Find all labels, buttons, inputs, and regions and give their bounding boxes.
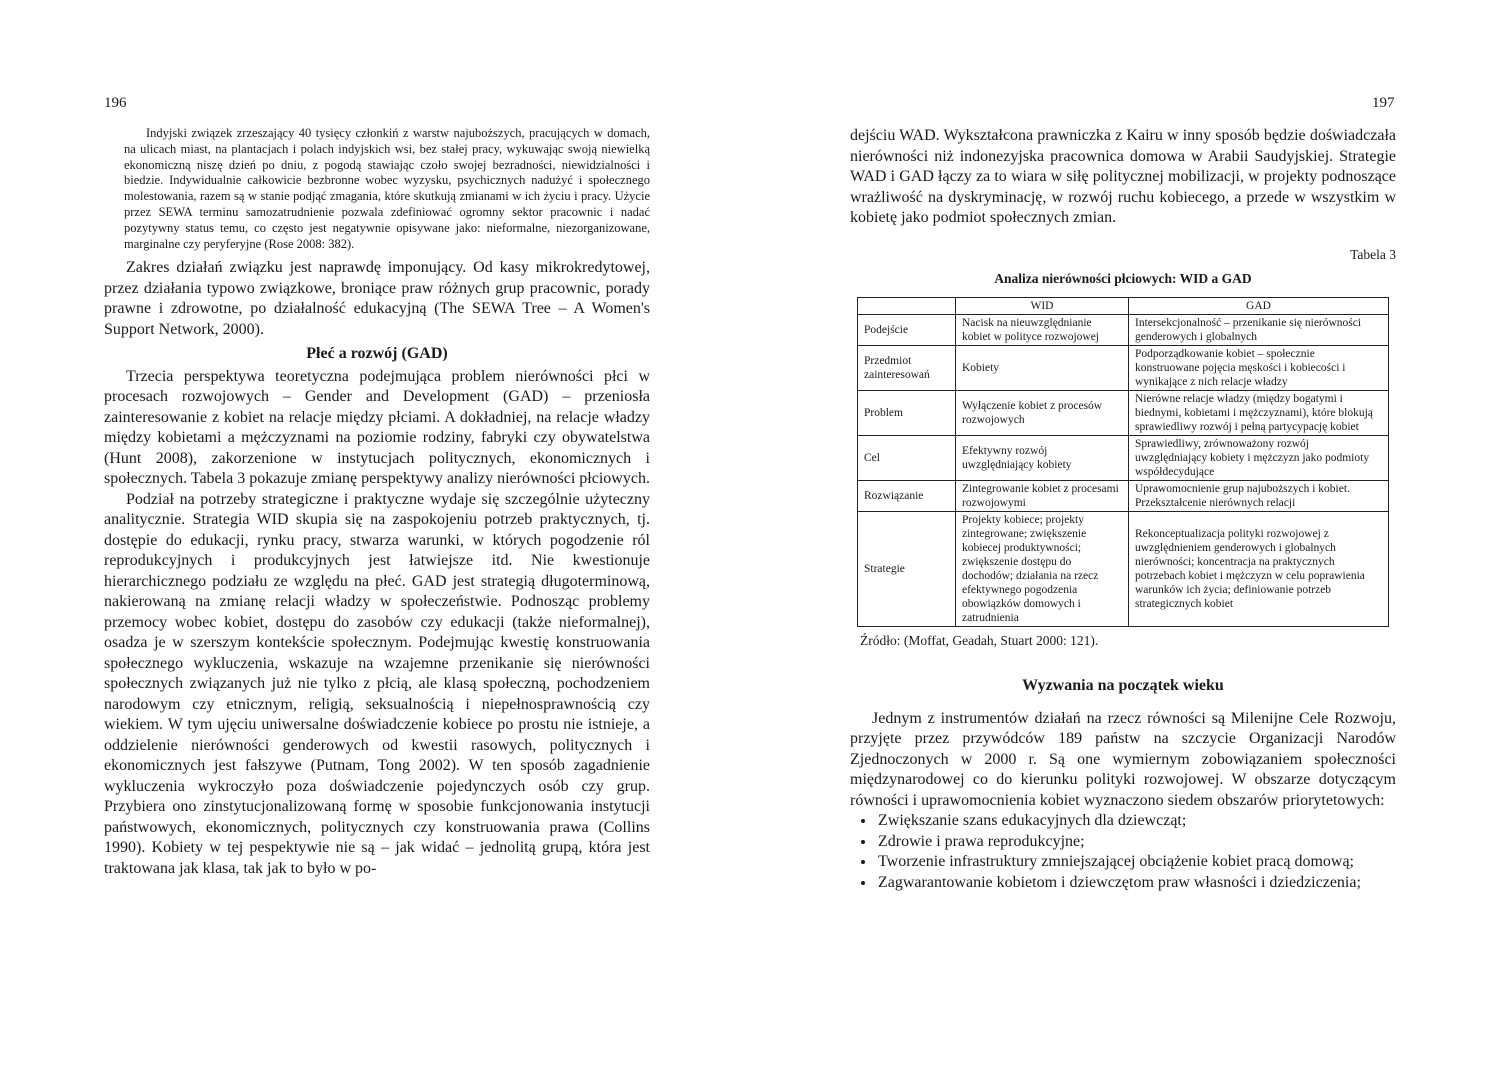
paragraph: dejściu WAD. Wykształcona prawniczka z Kairu w inny sposób będzie doświadczała nierówności niż indonezyjska pracownica domowa w Arabii Saudyjskiej. Strategie WAD i GAD łączy za to wiara w siłę politycznej mobilizacji, w projekty podnoszące wrażliwość na dyskryminację, w rozwój ruchu kobiecego, a przede w wszystkim w kobietę jako podmiot społecznych zmian.	[850, 127, 1396, 226]
table-row	[858, 390, 1389, 435]
list-item: • Zdrowie i prawa reprodukcyjne;	[876, 832, 1396, 853]
section-heading: Płeć a rozwój (GAD)	[306, 345, 448, 363]
table-cell: Rozwiązanie	[858, 480, 956, 511]
paragraph: Jednym z instrumentów działań na rzecz równości są Milenijne Cele Rozwoju, przyjęte przez przywódców 189 państw na szczycie Organizacji Narodów Zjednoczonych w 2000 r. Są one wymiernym zobowiązaniem społeczności międzynarodowej co do kierunku polityki rozwojowej. W obszarze dotyczącym równości i uprawomocnienia kobiet wyznaczono siedem obszarów priorytetowych:	[850, 709, 1396, 809]
table-row	[858, 345, 1389, 390]
comparison-table	[857, 297, 1389, 627]
table-cell: Intersekcjonalność – przenikanie się nierówności genderowych i globalnych	[1129, 314, 1389, 345]
table-source: Źródło: (Moffat, Geadah, Stuart 2000: 121).	[860, 632, 1099, 648]
list-item: • Zagwarantowanie kobietom i dziewczętom praw własności i dziedziczenia;	[876, 873, 1396, 894]
table-header: WID	[956, 297, 1129, 314]
table-cell: Sprawiedliwy, zrównoważony rozwój uwzględniający kobiety i mężczyzn jako podmioty współdecydujące	[1129, 435, 1389, 480]
table-header: GAD	[1129, 297, 1389, 314]
table-cell: Wyłączenie kobiet z procesów rozwojowych	[956, 390, 1129, 435]
table-row	[858, 480, 1389, 511]
right-page	[850, 126, 1396, 893]
table-cell: Efektywny rozwój uwzględniający kobiety	[956, 435, 1129, 480]
table-row	[858, 435, 1389, 480]
table-cell: Podejście	[858, 314, 956, 345]
table-header	[858, 297, 956, 314]
table-cell: Rekonceptualizacja polityki rozwojowej z uwzględnieniem genderowych i globalnych nierówności; koncentracja na praktycznych potrzebach kobiet i mężczyzn w celu poprawienia warunków ich życia; definiowanie potrzeb strategicznych kobiet	[1129, 511, 1389, 626]
table-cell: Projekty kobiece; projekty zintegrowane; zwiększenie kobiecej produktywności; zwiększenie dostępu do dochodów; działania na rzecz efektywnego pogodzenia obowiązków domowych i zatrudnienia	[956, 511, 1129, 626]
page-number-left: 196	[104, 95, 127, 111]
block-quote: Indyjski związek zrzeszający 40 tysięcy członkiń z warstw najuboższych, pracujących w domach, na ulicach miast, na plantacjach i polach indyjskich wsi, bez stałej pracy, wykuwając swoją niewielką ekonomiczną niszę dzień po dniu, z pogodą stawiając czoło swojej bezradności, niewidzialności i biedzie. Indywidualnie całkowicie bezbronne wobec wyzysku, psychicznych nadużyć i społecznego molestowania, razem są w stanie podjąć zmagania, które skutkują zmianami w ich życiu i pracy. Użycie przez SEWA terminu samozatrudnienie pozwala zdefiniować ogromny sektor pracownic i nadać pozytywny status temu, co często jest negatywnie opisywane jako: nieformalne, niezorganizowane, marginalne czy peryferyjne (Rose 2008: 382).	[124, 126, 650, 251]
table-cell: Kobiety	[956, 345, 1129, 390]
table-cell: Podporządkowanie kobiet – społecznie konstruowane pojęcia męskości i kobiecości i wynikające z nich relacje władzy	[1129, 345, 1389, 390]
list-item: • Zwiększanie szans edukacyjnych dla dziewcząt;	[876, 811, 1396, 832]
table-cell: Cel	[858, 435, 956, 480]
table-cell: Nierówne relacje władzy (między bogatymi i biednymi, kobietami i mężczyznami), które blokują sprawiedliwy rozwój i pełną partycypację kobiet	[1129, 390, 1389, 435]
table-cell: Zintegrowanie kobiet z procesami rozwojowymi	[956, 480, 1129, 511]
paragraph: Trzecia perspektywa teoretyczna podejmująca problem nierówności płci w procesach rozwojowych – Gender and Development (GAD) – przeniosła zainteresowanie z kobiet na relacje między płciami. A dokładniej, na relacje władzy między kobietami a mężczyznami na poziomie rodziny, fabryki czy obywatelstwa (Hunt 2008), zakorzenione w instytucjach politycznych, ekonomicznych i społecznych. Tabela 3 pokazuje zmianę perspektywy analizy nierówności płciowych.	[104, 367, 650, 488]
paragraph: Zakres działań związku jest naprawdę imponujący. Od kasy mikrokredytowej, przez działania typowo związkowe, broniące praw różnych grup pracownic, porady prawne i zdrowotne, po działalność edukacyjną (The SEWA Tree – A Women's Support Network, 2000).	[104, 259, 650, 338]
table-cell: Uprawomocnienie grup najuboższych i kobiet. Przekształcenie nierównych relacji	[1129, 480, 1389, 511]
paragraph: Podział na potrzeby strategiczne i praktyczne wydaje się szczególnie użyteczny analitycznie. Strategia WID skupia się na zaspokojeniu potrzeb praktycznych, tj. dostępie do edukacji, rynku pracy, stwarza warunki, w których pogodzenie ról reprodukcyjnych i produkcyjnych jest łatwiejsze itd. Nie kwestionuje hierarchicznego podziału ze względu na płeć. GAD jest strategią długoterminową, nakierowaną na zmianę relacji władzy w społeczeństwie. Podnosząc problemy przemocy wobec kobiet, dostępu do zasobów czy edukacji (także nieformalnej), osadza je w szerszym kontekście społecznym. Podejmując kwestię konstruowania społecznego wykluczenia, wskazuje na wzajemne przenikanie się nierówności społecznych związanych już nie tylko z płcią, ale klasą społeczną, pochodzeniem narodowym czy etnicznym, religią, seksualnością i niepełnosprawnością czy wiekiem. W tym ujęciu uniwersalne doświadczenie kobiece po prostu nie istnieje, a oddzielenie nierówności genderowych od kwestii rasowych, politycznych i ekonomicznych jest fałszywe (Putnam, Tong 2002). W ten sposób zagadnienie wykluczenia wykroczyło poza doświadczenie pojedynczych osób czy grup. Przybiera ono zinstytucjonalizowaną formę w sposobie funkcjonowania instytucji państwowych, ekonomicznych, politycznych czy konstruowania prawa (Collins 1990). Kobiety w tej pespektywie nie są – jak widać – jednolitą grupą, która jest traktowana jak klasa, tak jak to było w po-	[104, 490, 650, 877]
table-cell: Nacisk na nieuwzględnianie kobiet w polityce rozwojowej	[956, 314, 1129, 345]
table-header-row	[858, 297, 1389, 314]
page-number-right: 197	[1372, 95, 1395, 111]
table-title: Analiza nierówności płciowych: WID a GAD	[994, 270, 1252, 286]
list-item: • Tworzenie infrastruktury zmniejszającej obciążenie kobiet pracą domową;	[876, 852, 1396, 873]
table-label: Tabela 3	[1350, 246, 1396, 262]
section-heading: Wyzwania na początek wieku	[1022, 676, 1224, 694]
bullet-list	[850, 811, 1396, 893]
table-cell: Problem	[858, 390, 956, 435]
table-cell: Strategie	[858, 511, 956, 626]
table-row	[858, 511, 1389, 626]
table-cell: Przedmiot zainteresowań	[858, 345, 956, 390]
left-page	[104, 126, 650, 879]
table-row	[858, 314, 1389, 345]
